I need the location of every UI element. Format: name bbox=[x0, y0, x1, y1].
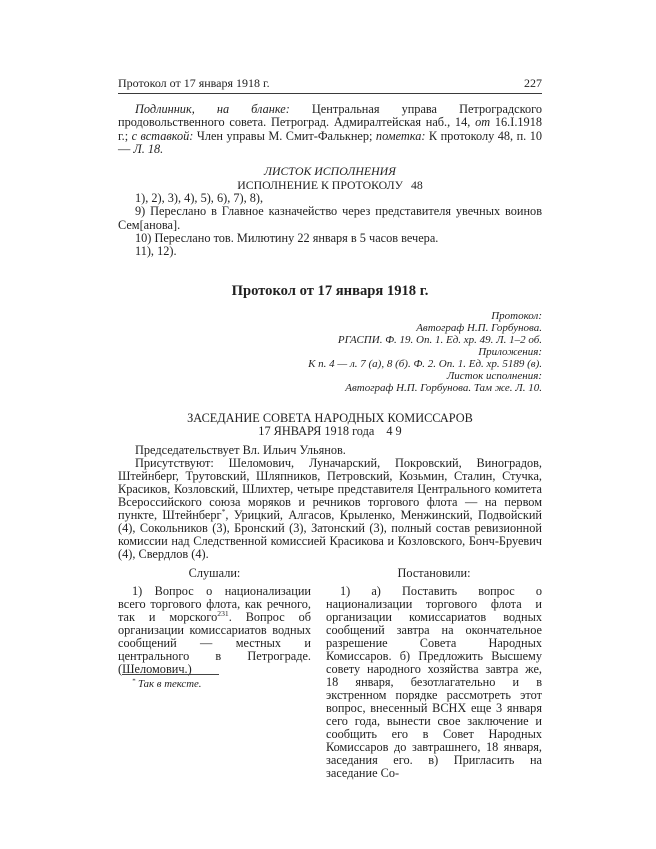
session-date: 17 ЯНВАРЯ 1918 года bbox=[258, 423, 375, 438]
heard-column-header: Слушали: bbox=[188, 566, 241, 581]
session-heading-line2 bbox=[118, 425, 542, 438]
running-header bbox=[118, 77, 542, 94]
provenance-line: К п. 4 — л. 7 (а), 8 (б). Ф. 2. Оп. 1. Ед. хр. 5189 (в). bbox=[308, 357, 542, 370]
archeographic-legend: Подлинник, на бланке: Центральная управа Петроградского продовольственного совета. Петроград. Адмиралтейская наб., 14, от 16.I.1918 г.; с вставкой: Член управы М. Смит-Фалькнер; пометка: К протоколу 48, п. 10 — Л. 18. bbox=[118, 102, 543, 156]
resolved-column-header: Постановили: bbox=[397, 566, 471, 581]
execution-list-item: 9) Переслано в Главное казначейство через представителя увечных воинов Сем[анова]. bbox=[118, 204, 542, 232]
footnote-text: * Так в тексте. bbox=[132, 677, 202, 690]
execution-sheet-title: ЛИСТОК ИСПОЛНЕНИЯ bbox=[264, 164, 396, 179]
execution-list-item: 1), 2), 3), 4), 5), 6), 7), 8), bbox=[135, 191, 264, 206]
heard-item: 1) Вопрос о национализации всего торгового флота, как речного, так и морского$^{231}$. Вопрос об организации комиссариатов водных сообщений — местных и центрального в Петрограде. (Шеломович.) bbox=[118, 584, 311, 677]
session-note-ref: 4 9 bbox=[386, 423, 402, 438]
footnote bbox=[118, 674, 333, 690]
footnote-rule bbox=[122, 674, 219, 675]
execution-list-item: 11), 12). bbox=[135, 244, 177, 258]
execution-list-item: 10) Переслано тов. Милютину 22 января в 5 часов вечера. bbox=[135, 230, 439, 245]
execution-list bbox=[118, 192, 542, 258]
provenance-line: Автограф Н.П. Горбунова. bbox=[416, 322, 542, 335]
session-heading-line1: ЗАСЕДАНИЕ СОВЕТА НАРОДНЫХ КОМИССАРОВ bbox=[187, 410, 473, 425]
provenance-block bbox=[118, 311, 542, 394]
provenance-line: Приложения: bbox=[478, 345, 542, 358]
page-number: 227 bbox=[524, 76, 542, 90]
execution-sheet-subtitle bbox=[118, 179, 542, 192]
execution-sheet-heading bbox=[118, 165, 542, 191]
running-header-title: Протокол от 17 января 1918 г. bbox=[118, 76, 270, 90]
session-heading bbox=[118, 412, 542, 439]
protocol-title: Протокол от 17 января 1918 г. bbox=[231, 283, 429, 300]
resolved-item: 1) а) Поставить вопрос о национализации торгового флота и организации комиссариатов водных сообщений завтра на окончательное разрешение Совета Народных Комиссаров. б) Предложить Высшему совету народного хозяйства завтра же, 18 января, безотлагательно и в экстренном порядке рассмотреть этот вопрос, внесенный ВСНХ еще 3 января сего года, вынести свое заключение и сообщить его в Совет Народных Комиссаров до завтрашнего, 18 января, заседания его. в) Пригласить на заседание Со- bbox=[326, 584, 542, 781]
provenance-line: Протокол: bbox=[491, 310, 542, 323]
provenance-line: Листок исполнения: bbox=[446, 369, 542, 382]
provenance-line: РГАСПИ. Ф. 19. Оп. 1. Ед. хр. 49. Л. 1–2 об. bbox=[337, 334, 542, 347]
provenance-line: Автограф Н.П. Горбунова. Там же. Л. 10. bbox=[345, 381, 542, 394]
execution-subtitle-text: ИСПОЛНЕНИЕ К ПРОТОКОЛУ bbox=[237, 177, 403, 192]
chair-paragraph: Председательствует Вл. Ильич Ульянов. bbox=[135, 443, 346, 458]
resolved-column bbox=[326, 566, 542, 780]
attendees-paragraph: Присутствуют: Шеломович, Луначарский, Покровский, Виноградов, Штейнберг, Трутовский, Шляпников, Петровский, Козьмин, Сталин, Стучка, Красиков, Козловский, Шлихтер, четыре представителя Центрального комитета Всероссийского союза моряков и речников торгового флота — на первом пункте, Штейнберг*, Урицкий, Алгасов, Крыленко, Менжинский, Подвойский (4), Сокольников (3), Бронский (3), Затонский (3), полный состав ревизионной комиссии над Следственной комиссией Красикова и Козловского, Бонч-Бруевич (4), Свердлов (4). bbox=[118, 456, 542, 562]
protocol-number: 48 bbox=[410, 177, 423, 192]
